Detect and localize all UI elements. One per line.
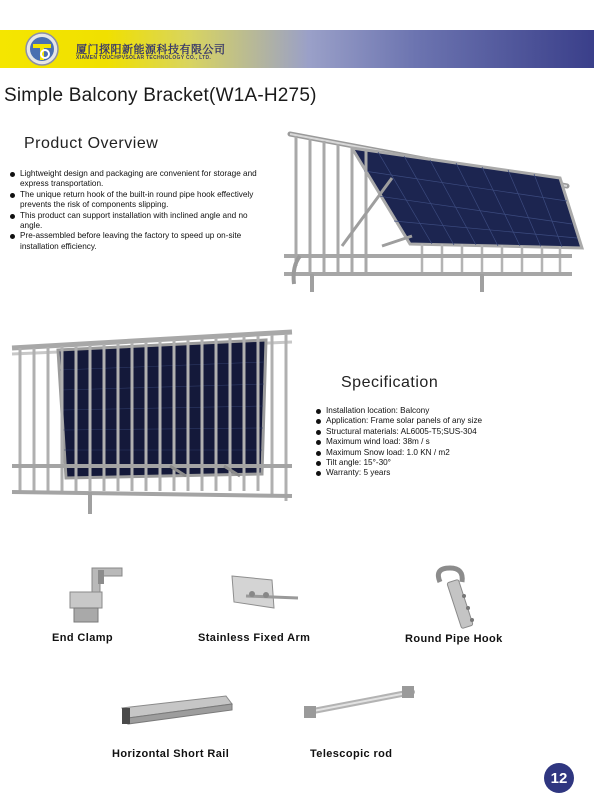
company-name-cn: 厦门探阳新能源科技有限公司	[76, 44, 226, 56]
overview-item: Pre-assembled before leaving the factory to speed up on-site installation efficiency.	[10, 231, 265, 252]
spec-item: Maximum wind load: 38m / s	[316, 437, 556, 447]
spec-item: Application: Frame solar panels of any size	[316, 416, 556, 426]
tilted-balcony-bracket-photo	[282, 126, 584, 294]
overview-item: This product can support installation with inclined angle and no angle.	[10, 211, 265, 232]
end-clamp-label: End Clamp	[52, 632, 114, 644]
overview-item: The unique return hook of the built-in round pipe hook effectively prevents the risk of components slipping.	[10, 190, 265, 211]
horizontal-short-rail-image	[116, 690, 236, 730]
round-pipe-hook-image	[428, 562, 478, 632]
spec-item: Warranty: 5 years	[316, 468, 556, 478]
telescopic-rod-label: Telescopic rod	[310, 748, 393, 760]
company-name-en: XIAMEN TOUCHPVSOLAR TECHNOLOGY CO., LTD.	[76, 55, 212, 61]
round-pipe-hook-label: Round Pipe Hook	[405, 633, 503, 645]
spec-item: Structural materials: AL6005-T5;SUS-304	[316, 427, 556, 437]
overview-item: Lightweight design and packaging are convenient for storage and express transportation.	[10, 169, 265, 190]
telescopic-rod-image	[302, 684, 418, 724]
spec-item: Tilt angle: 15°-30°	[316, 458, 556, 468]
specification-list	[316, 406, 556, 479]
end-clamp-image	[58, 562, 132, 628]
vertical-balcony-bracket-photo	[10, 326, 294, 516]
specification-title: Specification	[341, 374, 439, 391]
company-logo	[24, 32, 60, 66]
overview-title: Product Overview	[24, 135, 159, 152]
page-number: 12	[544, 763, 574, 793]
page-title: Simple Balcony Bracket(W1A-H275)	[4, 85, 317, 106]
stainless-fixed-arm-label: Stainless Fixed Arm	[198, 632, 311, 644]
spec-item: Installation location: Balcony	[316, 406, 556, 416]
horizontal-short-rail-label: Horizontal Short Rail	[112, 748, 230, 760]
spec-item: Maximum Snow load: 1.0 KN / m2	[316, 448, 556, 458]
stainless-fixed-arm-image	[226, 568, 300, 618]
overview-list	[10, 169, 265, 252]
